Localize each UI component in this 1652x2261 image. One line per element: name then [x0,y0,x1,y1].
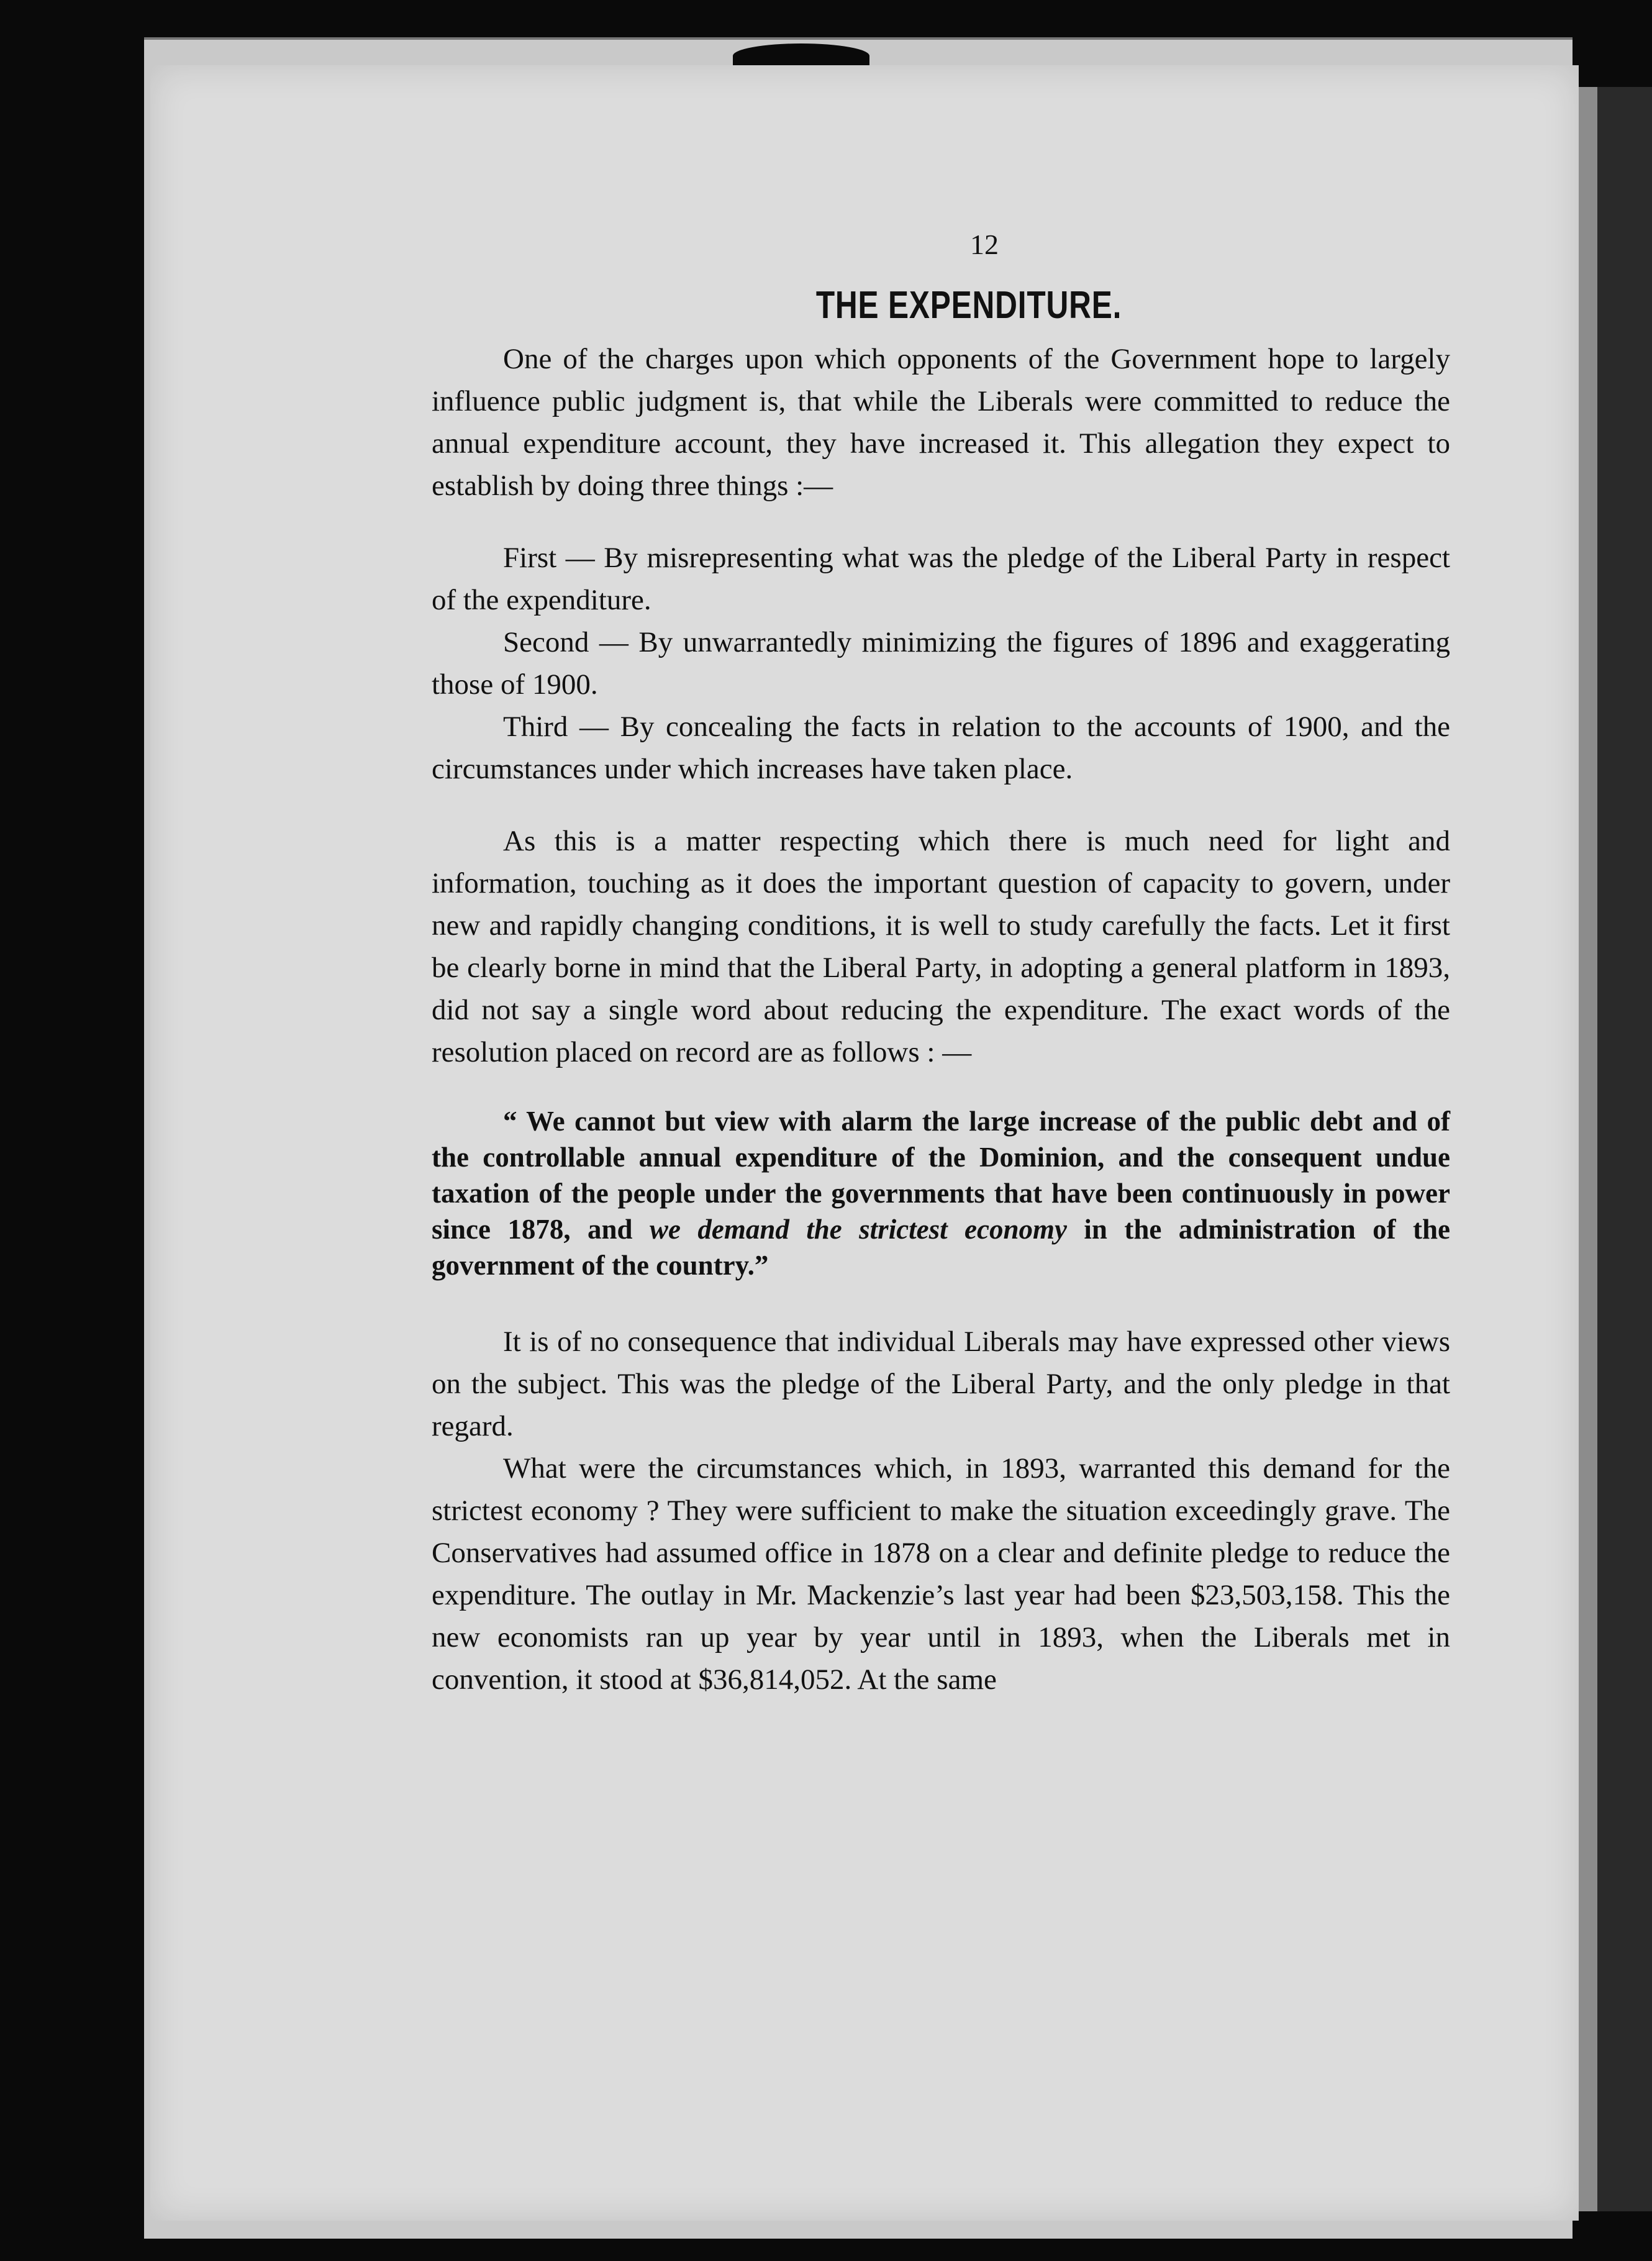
page-text [432,224,1450,1701]
right-margin-strip [1597,87,1652,2211]
quote-italic: we demand the strictest economy [649,1214,1068,1245]
quote-start: “ We cannot but view with alarm the large increase of the public debt and of the controllable annual expenditure of the Dominion, and the consequent undue taxation of the people under the governments that have been continuously in power since 1878, and [432,1106,1450,1245]
paragraph-intro: One of the charges upon which opponents of the Government hope to largely influence public judgment is, that while the Liberals were committed to reduce the annual expenditure account, they have increased it. This allegation they expect to establish by doing three things :— [432,343,1450,502]
paragraph-third: Third — By concealing the facts in relation to the accounts of 1900, and the circumstances under which increases have taken place. [432,711,1450,785]
paragraph-second: Second — By unwarrantedly minimizing the figures of 1896 and exaggerating those of 1900. [432,626,1450,701]
paragraph-matter: As this is a matter respecting which there is much need for light and information, touching as it does the important question of capacity to govern, under new and rapidly changing conditions, it is well to study carefully the facts. Let it first be clearly borne in mind that the Liberal Party, in adopting a general platform in 1893, did not say a single word about reducing the expenditure. The exact words of the resolution placed on record are as follows : — [432,825,1450,1068]
torn-edge [733,43,869,68]
page-edge [1579,87,1597,2211]
resolution-quote [432,1103,1450,1283]
paragraph-consequence: It is of no consequence that individual Liberals may have expressed other views on the subject. This was the pledge of the Liberal Party, and the only pledge in that regard. [432,1326,1450,1442]
paragraph-circumstances: What were the circumstances which, in 1893, warranted this demand for the strictest economy ? They were sufficient to make the situation exceedingly grave. The Conservatives had assumed office in 1878 on a clear and definite pledge to reduce the expenditure. The outlay in Mr. Mackenzie’s last year had been $23,503,158. This the new economists ran up year by year until in 1893, when the Liberals met in convention, it stood at $36,814,052. At the same [432,1452,1450,1696]
page-number: 12 [970,229,999,260]
page-heading: THE EXPENDITURE. [815,284,1122,327]
paragraph-first: First — By misrepresenting what was the pledge of the Liberal Party in respect of the expenditure. [432,542,1450,616]
quote-end: in the administration of the government of the country.” [432,1214,1451,1281]
